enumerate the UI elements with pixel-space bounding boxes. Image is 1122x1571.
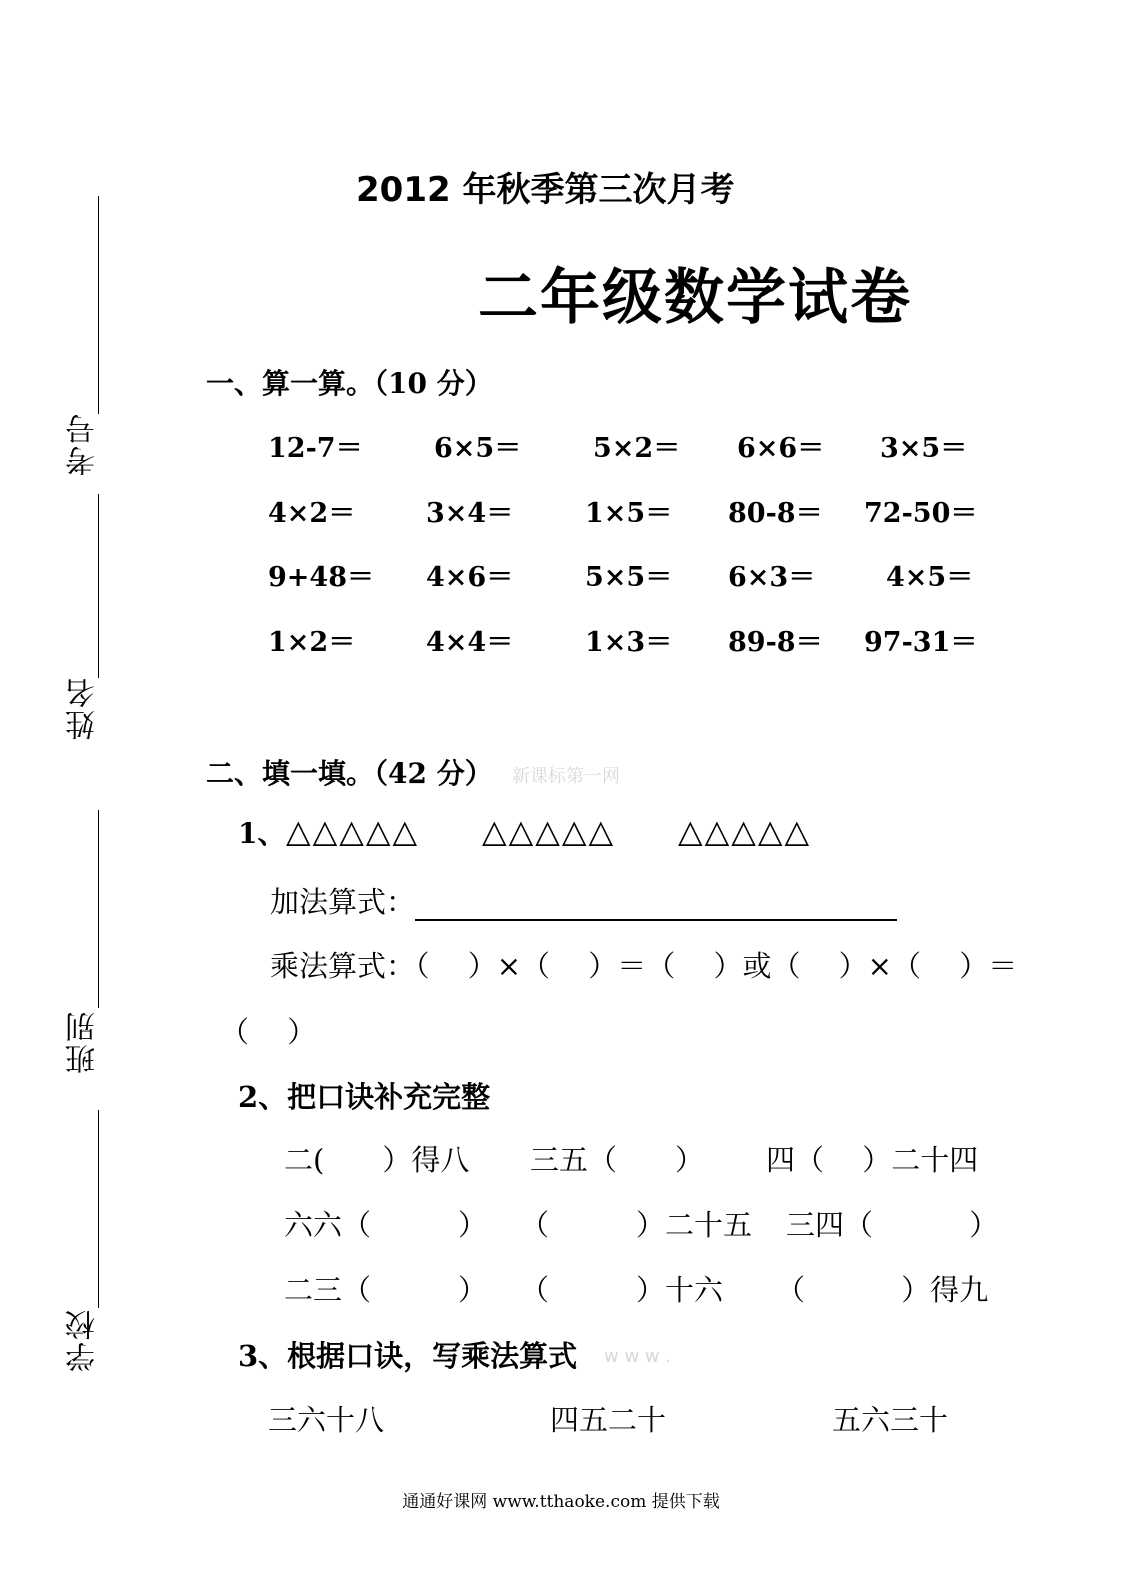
- calc-item: 4×2＝: [268, 498, 356, 529]
- calc-item: 6×3＝: [728, 562, 816, 593]
- koujue-prompt: 四五二十: [550, 1403, 667, 1437]
- calc-item: 4×4＝: [426, 627, 514, 658]
- q2-heading: 2、把口诀补充完整: [238, 1080, 491, 1114]
- calc-item: 6×5＝: [434, 433, 522, 464]
- calc-item: 4×5＝: [886, 562, 974, 593]
- calc-item: 89-8＝: [728, 627, 823, 658]
- calc-item: 97-31＝: [864, 627, 978, 658]
- footer-credit: 通通好课网 www.tthaoke.com 提供下载: [402, 1492, 720, 1512]
- koujue-item: （ ）得九: [776, 1273, 989, 1307]
- koujue-item: 二( ）得八: [284, 1143, 470, 1177]
- koujue-item: 二三（ ）: [284, 1273, 488, 1307]
- calc-item: 5×5＝: [585, 562, 673, 593]
- koujue-item: 四（ ）二十四: [766, 1143, 979, 1177]
- koujue-prompt: 五六三十: [832, 1403, 949, 1437]
- multiplication-line: 乘法算式：（ ）×（ ）＝（ ）或（ ）×（ ）＝: [270, 949, 1018, 983]
- koujue-item: 六六（ ）: [284, 1208, 488, 1242]
- koujue-item: 三五（ ）: [530, 1143, 705, 1177]
- calc-item: 1×3＝: [585, 627, 673, 658]
- calc-item: 3×4＝: [426, 498, 514, 529]
- xingming-label: 姓名: [66, 676, 101, 740]
- q1-number: 1、: [238, 817, 286, 850]
- section1-heading: 一、算一算。（10 分）: [206, 367, 493, 400]
- section2-heading: 二、填一填。（42 分）: [206, 757, 493, 790]
- exam-title: 2012 年秋季第三次月考: [356, 170, 735, 210]
- xuexiao-label: 学校: [66, 1308, 101, 1372]
- calc-item: 72-50＝: [864, 498, 978, 529]
- triangle-group: △△△△△: [286, 812, 420, 850]
- calc-item: 6×6＝: [737, 433, 825, 464]
- banbie-label: 班别: [66, 1010, 101, 1074]
- kaohao-label: 考号: [66, 412, 101, 476]
- multiplication-continuation: （ ）: [220, 1015, 317, 1049]
- koujue-item: （ ）十六: [520, 1273, 724, 1307]
- calc-item: 1×5＝: [585, 498, 673, 529]
- xuexiao-line: [98, 1110, 99, 1308]
- q1-triangles: [238, 812, 285, 852]
- paper-title: 二年级数学试卷: [478, 263, 912, 333]
- koujue-item: （ ）二十五: [520, 1208, 753, 1242]
- kaohao-line: [98, 196, 99, 414]
- calc-item: 3×5＝: [880, 433, 968, 464]
- q3-heading: 3、根据口诀，写乘法算式: [238, 1339, 578, 1373]
- watermark-text: 新课标第一网: [512, 766, 620, 787]
- calc-item: 5×2＝: [593, 433, 681, 464]
- triangle-group: △△△△△: [482, 812, 616, 850]
- koujue-item: 三四（ ）: [786, 1208, 999, 1242]
- addition-label: 加法算式：: [270, 885, 416, 919]
- calc-item: 12-7＝: [268, 433, 363, 464]
- calc-item: 4×6＝: [426, 562, 514, 593]
- calc-item: 1×2＝: [268, 627, 356, 658]
- banbie-line: [98, 810, 99, 1008]
- xingming-line: [98, 494, 99, 678]
- calc-item: 80-8＝: [728, 498, 823, 529]
- addition-row: [270, 880, 897, 921]
- koujue-prompt: 三六十八: [268, 1403, 385, 1437]
- addition-answer-line[interactable]: [415, 893, 897, 921]
- calc-item: 9+48＝: [268, 562, 374, 593]
- triangle-group: △△△△△: [678, 812, 812, 850]
- watermark-text: w w w .: [604, 1346, 672, 1367]
